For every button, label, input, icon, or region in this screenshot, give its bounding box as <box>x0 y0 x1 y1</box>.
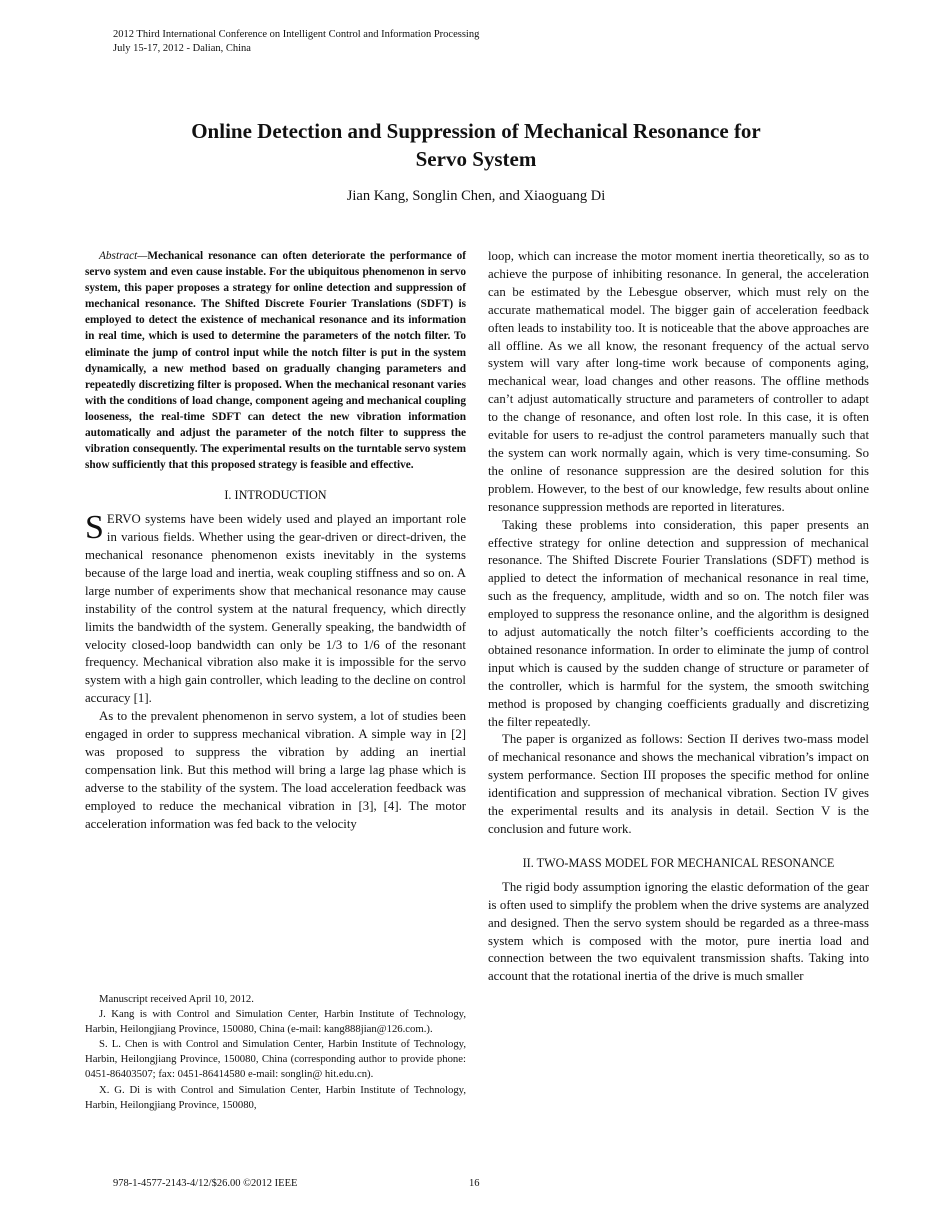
intro-paragraph-2: As to the prevalent phenomenon in servo system, a lot of studies been engaged in order to suppress mechanical vibration. A simple way in [2] was proposed to suppress the vibration by adding an inertial compensation link. But this method will bring a large lag phase which is adverse to the stability of the system. The load acceleration feedback was employed to reduce the mechanical vibration in [3], [4]. The motor acceleration information was fed back to the velocity <box>85 709 466 831</box>
conference-date: July 15-17, 2012 - Dalian, China <box>113 43 251 54</box>
footnote-kang: J. Kang is with Control and Simulation Center, Harbin Institute of Technology, Harbin, Heilongjiang Province, 150080, China (e-mail: kang888jian@126.com.). <box>85 1008 466 1036</box>
footnote-chen: S. L. Chen is with Control and Simulation Center, Harbin Institute of Technology, Harbin, Heilongjiang Province, 150080, China (corresponding author to provide phone: 0451-86403507; fax: 0451-86414580 e-mail: songlin@ hit.edu.cn). <box>85 1038 466 1081</box>
right-column <box>488 248 869 986</box>
section-heading-introduction <box>85 487 466 505</box>
title-line-1: Online Detection and Suppression of Mechanical Resonance for <box>191 119 761 143</box>
section-title-d: ASS MODEL FOR MECHANICAL RESONANCE <box>579 855 835 870</box>
footnotes <box>85 992 466 1113</box>
paper-title <box>100 117 852 173</box>
abstract <box>85 248 466 473</box>
section-numeral: I. <box>224 488 232 503</box>
two-mass-paragraph-1: The rigid body assumption ignoring the elastic deformation of the gear is often used to simplify the problem when the drive systems are analyzed and designed. Then the servo system should be regarded as a three-mass system which is composed with the motor, pure inertia load and connection between the two equivalent transmission shafts. Taking into account that the rotational inertia of the drive is much smaller <box>488 879 869 984</box>
intro-p1-text: ERVO systems have been widely used and played an important role in various fields. Whether using the gear-driven or direct-driven, the mechanical resonance phenomenon exists inevitably in the systems because of the large load and inertia, weak coupling stiffness and so on. A large number of experiments show that mechanical resonance may cause instability of the control system at the natural frequency, which directly limits the bandwidth of the system. Generally speaking, the bandwidth of velocity closed-loop bandwidth can only be 1/3 to 1/6 of the resonant frequency. Mechanical vibration also make it is impossible for the servo system with a high gain controller, which leading to the decline on control accuracy [1]. <box>85 512 466 706</box>
section-title-c: -M <box>564 855 580 870</box>
page-number: 16 <box>469 1178 480 1189</box>
left-column <box>85 248 466 834</box>
title-line-2: Servo System <box>415 147 537 171</box>
intro-paragraph-3: Taking these problems into consideration, this paper presents an effective strategy for online detection and suppression of mechanical resonance. The Shifted Discrete Fourier Translations (SDFT) method is applied to detect the information of mechanical resonance in real time, such as the frequency, amplitude, width and so on. The notch filer was employed to suppress the resonance online, and the algorithm is designed to adjust automatically the notch filter’s coefficients according to the obtained resonance information. In order to eliminate the jump of control input which is caused by the sudden change of structure or parameter of the controller, which is harmful for the system, the smooth switching method is proposed by changing coefficients gradually and discretizing the filter repeatedly. <box>488 517 869 729</box>
section-title-b: WO <box>544 855 565 870</box>
section-numeral: II. <box>522 855 534 870</box>
section-title-a: T <box>536 855 545 870</box>
section-title-rest: NTRODUCTION <box>238 488 327 503</box>
section-heading-two-mass <box>488 855 869 873</box>
copyright-footer: 978-1-4577-2143-4/12/$26.00 ©2012 IEEE <box>113 1178 298 1189</box>
abstract-text: Mechanical resonance can often deteriorate the performance of servo system and even cause instable. For the ubiquitous phenomenon in servo system, this paper proposes a strategy for online detection and suppression of mechanical resonance. The Shifted Discrete Fourier Translations (SDFT) is employed to detect the existence of mechanical resonance and its information in real time, which is used to determine the parameters of the notch filter. To eliminate the jump of control input while the notch filter is put in the system dynamically, a new method based on gradually changing parameters and repeatedly discretizing filter is proposed. When the mechanical resonant varies with the conditions of load change, component ageing and mechanical coupling looseness, the real-time SDFT can detect the new vibration information automatically and adjust the parameter of the notch filter to suppress the vibration consequently. The experimental results on the turntable servo system show sufficiently that this proposed strategy is feasible and effective. <box>85 250 466 472</box>
conference-name: 2012 Third International Conference on Intelligent Control and Information Processing <box>113 29 480 40</box>
drop-cap: S <box>85 509 104 547</box>
footnote-received: Manuscript received April 10, 2012. <box>99 993 254 1005</box>
conference-header <box>113 28 479 56</box>
intro-paragraph-1 <box>85 511 466 708</box>
section-title-first: I <box>234 488 239 503</box>
footnote-di: X. G. Di is with Control and Simulation Center, Harbin Institute of Technology, Harbin, Heilongjiang Province, 150080, <box>85 1083 466 1111</box>
author-list: Jian Kang, Songlin Chen, and Xiaoguang Di <box>346 188 606 204</box>
abstract-lead: Abstract— <box>99 250 148 262</box>
intro-paragraph-4: The paper is organized as follows: Section II derives two-mass model of mechanical resonance and shows the mechanical vibration’s impact on system performance. Section III proposes the specific method for online identification and suppression of mechanical vibration. Section IV gives the experimental results and its analysis in detail. Section V is the conclusion and future work. <box>488 732 869 836</box>
intro-paragraph-2-continued: loop, which can increase the motor moment inertia theoretically, so as to achieve the purpose of inhibiting resonance. In general, the acceleration can be estimated by the Lebesgue observer, which must rely on the accurate mathematical model. The bigger gain of acceleration feedback often leads to instability too. It is noticeable that the above approaches are all offline. As we all know, the resonant frequency of the actual servo system will vary after long-time work because of components aging, mechanical wear, load changes and other reasons. The offline methods can’t adjust automatically structure and parameters of controller to adapt to the change of resonance, and often lost role. In this case, it is often evitable for users to re-adjust the control parameters manually such that the system can work normally again, which is very time-consuming. So the online of resonance suppression are the desired solution for this problem. However, to the best of our knowledge, few results about online resonance suppression methods are reported in literatures. <box>488 249 869 514</box>
